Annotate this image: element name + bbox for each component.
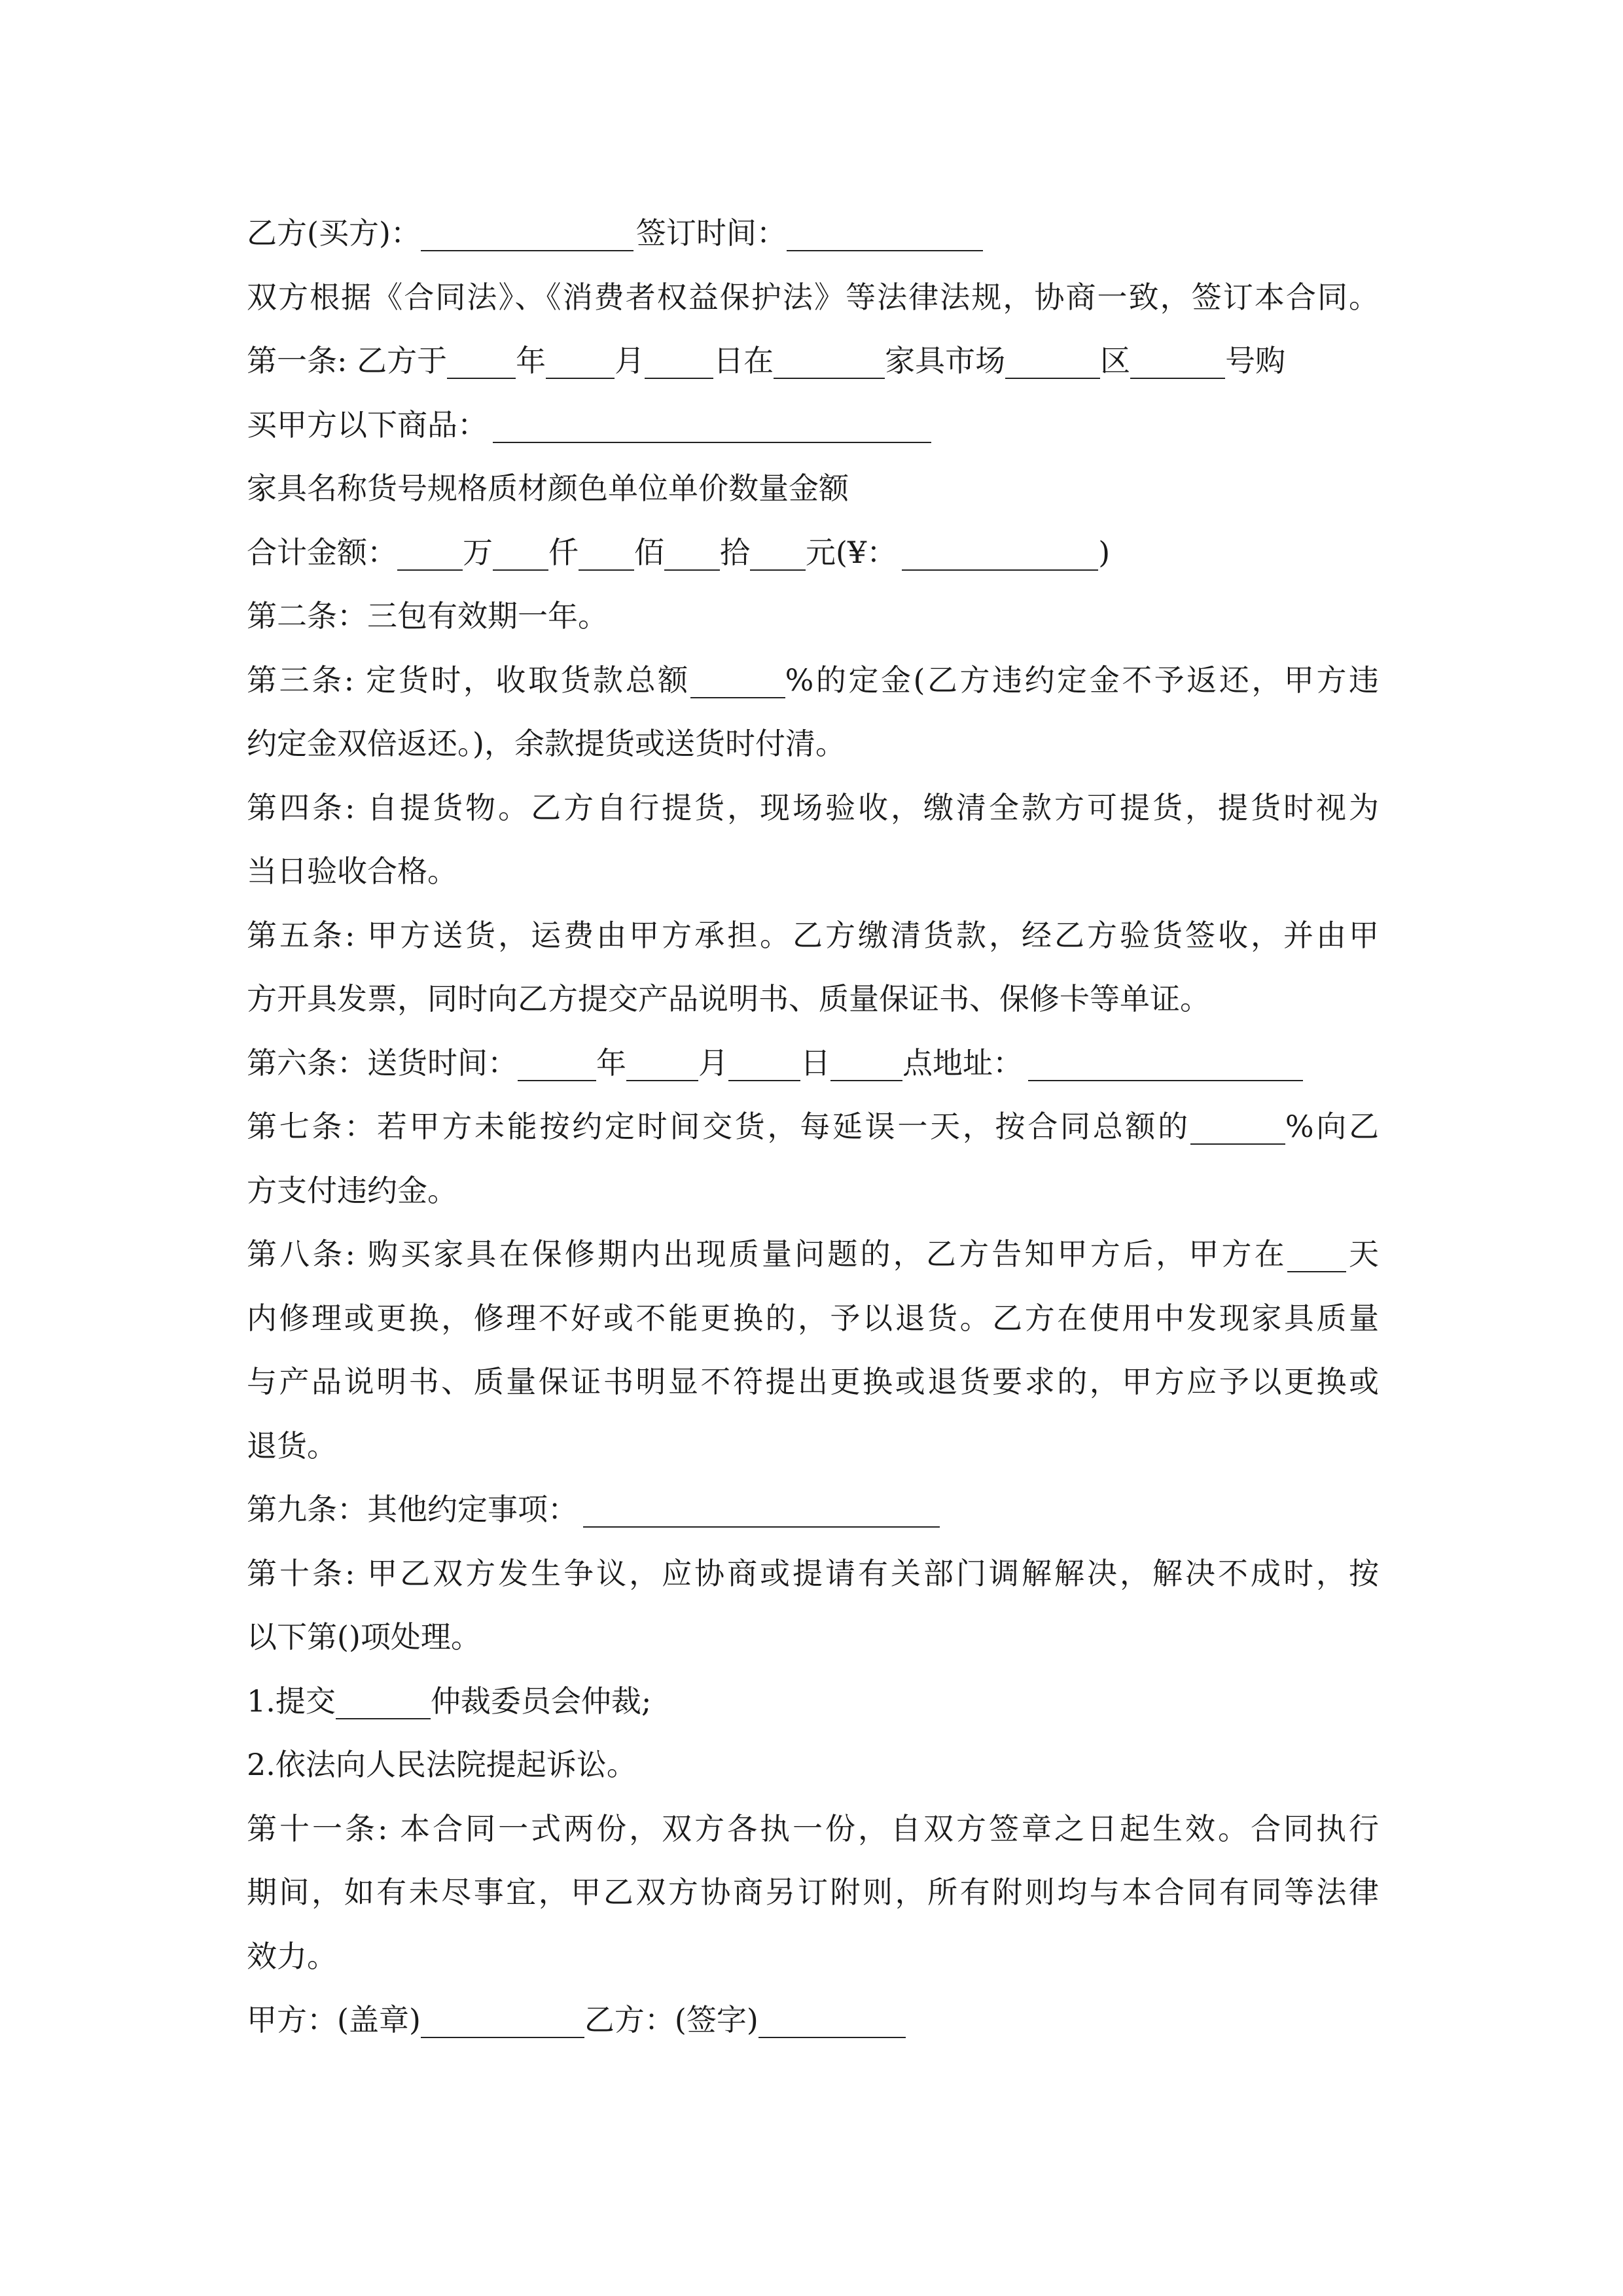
- goods-blank: [493, 404, 931, 443]
- day-blank: [645, 340, 713, 379]
- bai-label: 佰: [634, 534, 664, 570]
- article-11-line-1: 第十一条: 本合同一式两份，双方各执一份，自双方签章之日起生效。合同执行: [247, 1810, 1379, 1846]
- preamble: 双方根据《合同法》、《消费者权益保护法》等法律法规，协商一致，签订本合同。: [247, 279, 1379, 315]
- delivery-address-label: 点地址：: [902, 1045, 1023, 1081]
- article-3-line-1: [247, 649, 1379, 713]
- shi-label: 拾: [720, 534, 750, 570]
- buyer-name-blank: [421, 212, 633, 251]
- other-terms-label: 第九条：其他约定事项：: [247, 1492, 578, 1527]
- option-1: [247, 1670, 1379, 1734]
- article-1-line-2: [247, 393, 1379, 457]
- close-paren: ): [1098, 534, 1111, 570]
- buyer-label: 乙方(买方)：: [247, 215, 421, 251]
- sign-time-label: 签订时间：: [635, 215, 787, 251]
- article-8-line-4: 退货。: [247, 1427, 337, 1463]
- delivery-hour-blank: [830, 1042, 902, 1081]
- market-blank: [774, 340, 885, 379]
- market-label: 家具市场: [885, 343, 1006, 378]
- bai-blank: [579, 531, 634, 571]
- article-11-line-2: 期间，如有未尽事宜，甲乙双方协商另订附则，所有附则均与本合同有同等法律: [247, 1874, 1379, 1910]
- contract-body: [247, 202, 1379, 2053]
- delivery-month-label: 月: [698, 1045, 728, 1081]
- delivery-month-blank: [626, 1042, 698, 1081]
- article-2: 第二条：三包有效期一年。: [247, 598, 608, 634]
- article-4-line-1: 第四条: 自提货物。乙方自行提货，现场验收，缴清全款方可提货，提货时视为: [247, 789, 1379, 825]
- day-label: 日在: [713, 343, 774, 378]
- article-7-text: 第七条：若甲方未能按约定时间交货，每延误一天，按合同总额的: [247, 1109, 1190, 1144]
- delivery-day-label: 日: [800, 1045, 830, 1081]
- signature-line: [247, 1988, 1379, 2053]
- buyer-line: [247, 202, 1379, 266]
- article-8-text-2: 天: [1346, 1236, 1379, 1272]
- article-5-line-1: 第五条: 甲方送货，运费由甲方承担。乙方缴清货款，经乙方验货签收，并由甲: [247, 917, 1379, 953]
- sign-time-blank: [787, 212, 983, 251]
- yuan-blank: [750, 531, 806, 571]
- number-label: 号购: [1225, 343, 1286, 378]
- delivery-day-blank: [728, 1042, 800, 1081]
- article-4-line-2: 当日验收合格。: [247, 853, 457, 889]
- article-7-line-2: 方支付违约金。: [247, 1172, 457, 1208]
- district-blank: [1005, 340, 1100, 379]
- option-1-text: 1.提交: [247, 1683, 336, 1719]
- option-1-text-2: 仲裁委员会仲裁;: [430, 1683, 652, 1719]
- number-blank: [1130, 340, 1225, 379]
- article-3-text: 第三条: 定货时，收取货款总额: [247, 662, 690, 698]
- article-7-line-1: [247, 1095, 1379, 1159]
- delivery-time-label: 第六条：送货时间：: [247, 1045, 518, 1081]
- article-5-line-2: 方开具发票，同时向乙方提交产品说明书、质量保证书、保修卡等单证。: [247, 981, 1210, 1016]
- article-8-line-2: 内修理或更换，修理不好或不能更换的，予以退货。乙方在使用中发现家具质量: [247, 1300, 1379, 1336]
- month-blank: [546, 340, 615, 379]
- qian-blank: [493, 531, 548, 571]
- party-a-seal-blank: [421, 1999, 584, 2038]
- shi-blank: [664, 531, 720, 571]
- article-1-line-1: [247, 329, 1379, 393]
- delivery-address-blank: [1028, 1042, 1303, 1081]
- goods-table-header: 家具名称货号规格质材颜色单位单价数量金额: [247, 471, 849, 506]
- article-10-line-1: 第十条: 甲乙双方发生争议，应协商或提请有关部门调解解决，解决不成时，按: [247, 1555, 1379, 1591]
- goods-label: 买甲方以下商品：: [247, 406, 488, 442]
- article-3-line-2: 约定金双倍返还。)，余款提货或送货时付清。: [247, 726, 846, 761]
- other-terms-blank: [583, 1488, 940, 1528]
- article-1-text: 第一条: 乙方于: [247, 343, 448, 378]
- year-label: 年: [516, 343, 546, 378]
- arbitration-blank: [336, 1680, 431, 1719]
- rmb-amount-blank: [902, 531, 1098, 571]
- district-label: 区: [1100, 343, 1131, 378]
- delivery-year-blank: [518, 1042, 596, 1081]
- article-11-line-3: 效力。: [247, 1938, 337, 1974]
- party-b-sign-label: 乙方：(签字): [584, 2002, 758, 2037]
- qian-label: 仟: [548, 534, 579, 570]
- party-a-seal-label: 甲方：(盖章): [247, 2002, 421, 2037]
- year-blank: [447, 340, 516, 379]
- article-8-line-3: 与产品说明书、质量保证书明显不符提出更换或退货要求的，甲方应予以更换或: [247, 1364, 1379, 1399]
- delivery-year-label: 年: [596, 1045, 626, 1081]
- party-b-sign-blank: [758, 1999, 906, 2038]
- article-10-line-2: 以下第()项处理。: [247, 1619, 481, 1655]
- article-9: [247, 1478, 1379, 1542]
- wan-blank: [397, 531, 463, 571]
- option-2: 2.依法向人民法院提起诉讼。: [247, 1747, 637, 1782]
- article-7-text-2: %向乙: [1285, 1109, 1379, 1144]
- article-3-text-2: %的定金(乙方违约定金不予返还，甲方违: [785, 662, 1379, 698]
- repair-days-blank: [1287, 1233, 1346, 1272]
- yuan-label: 元(¥：: [806, 534, 897, 570]
- article-8-line-1: [247, 1223, 1379, 1287]
- total-amount-line: [247, 521, 1379, 585]
- wan-label: 万: [463, 534, 493, 570]
- month-label: 月: [615, 343, 645, 378]
- penalty-percent-blank: [1190, 1105, 1285, 1145]
- deposit-percent-blank: [690, 659, 785, 698]
- article-8-text: 第八条: 购买家具在保修期内出现质量问题的，乙方告知甲方后，甲方在: [247, 1236, 1287, 1272]
- article-6: [247, 1031, 1379, 1096]
- total-label: 合计金额：: [247, 534, 397, 570]
